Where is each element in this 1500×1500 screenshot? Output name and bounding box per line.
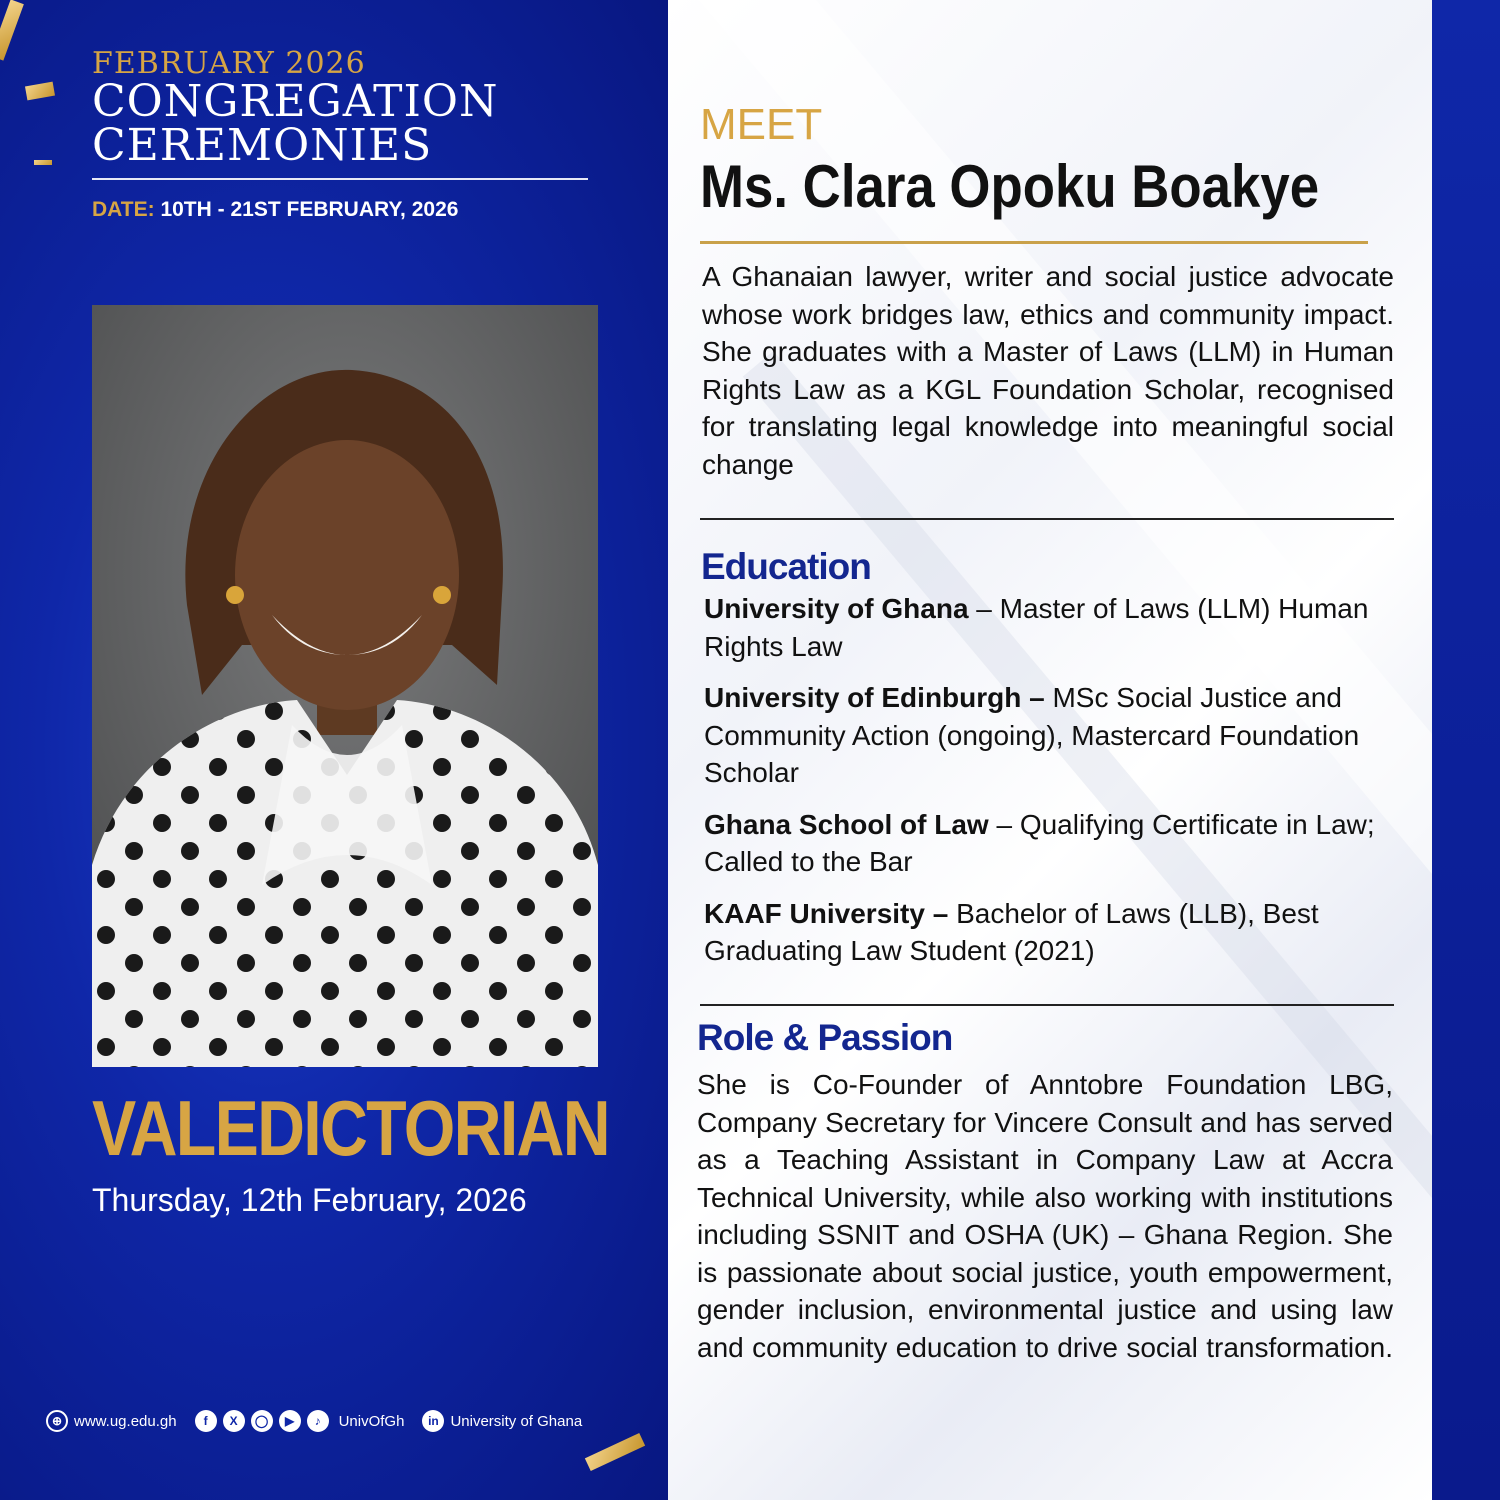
role-passion-title: Role & Passion: [697, 1017, 953, 1058]
education-item: [704, 679, 1394, 792]
education-item: [704, 895, 1394, 970]
award-title: VALEDICTORIAN: [92, 1084, 609, 1172]
education-title: Education: [701, 546, 871, 587]
tiktok-icon[interactable]: ♪: [307, 1410, 329, 1432]
education-item: [704, 806, 1394, 881]
confetti: [25, 82, 55, 101]
header-divider: [92, 178, 588, 180]
section-divider: [700, 518, 1394, 520]
confetti: [585, 1433, 645, 1471]
role-passion-text: She is Co-Founder of Anntobre Foundation LBG, Company Secretary for Vincere Consult and has served as a Teaching Assistant in Company Law at Accra Technical University, while also working with institutions including SSNIT and OSHA (UK) – Ghana Region. She is passionate about social justice, youth empowerment, gender inclusion, environmental justice and using law and community education to drive social transformation.: [697, 1069, 1393, 1363]
education-list: [704, 590, 1394, 984]
graduate-name: Ms. Clara Opoku Boakye: [700, 153, 1320, 220]
event-month: FEBRUARY 2026: [92, 46, 366, 81]
meet-label: MEET: [700, 100, 823, 149]
event-title-line1: CONGREGATION: [92, 76, 499, 127]
event-date-value: 10TH - 21ST FEBRUARY, 2026: [160, 198, 459, 221]
event-title: [92, 76, 499, 171]
name-underline: [700, 241, 1368, 244]
globe-icon: ⊕: [46, 1410, 68, 1432]
instagram-icon[interactable]: ◯: [251, 1410, 273, 1432]
section-divider: [700, 1004, 1394, 1006]
education-detail: – Master of Laws (LLM) Human Rights Law: [704, 593, 1369, 662]
event-date: [92, 198, 458, 222]
left-panel: [0, 0, 668, 1500]
education-institution: Ghana School of Law: [704, 808, 989, 840]
linkedin-name[interactable]: University of Ghana: [450, 1412, 583, 1430]
event-date-label: DATE:: [92, 198, 155, 221]
website-link[interactable]: www.ug.edu.gh: [74, 1412, 177, 1430]
confetti: [0, 0, 24, 61]
education-institution: University of Edinburgh –: [704, 682, 1045, 713]
confetti: [34, 160, 52, 165]
youtube-icon[interactable]: ▶: [279, 1410, 301, 1432]
social-handle[interactable]: UnivOfGh: [338, 1412, 405, 1430]
education-item: [704, 590, 1394, 665]
linkedin-icon[interactable]: in: [422, 1410, 444, 1432]
x-icon[interactable]: X: [223, 1410, 245, 1432]
bio-text: A Ghanaian lawyer, writer and social justice advocate whose work bridges law, ethics and community impact. She graduates with a Master of Laws (LLM) in Human Rights Law as a KGL Foundation Scholar, recognised for translating legal knowledge into meaningful social change: [702, 261, 1394, 480]
education-detail: MSc Social Justice and Community Action (ongoing), Mastercard Foundation Scholar: [704, 682, 1360, 788]
portrait-photo: [92, 305, 598, 1067]
facebook-icon[interactable]: f: [195, 1410, 217, 1432]
education-institution: University of Ghana: [704, 593, 969, 624]
event-title-line2: CEREMONIES: [92, 120, 433, 171]
edge-strip: [1432, 0, 1500, 1500]
education-detail: Bachelor of Laws (LLB), Best Graduating Law Student (2021): [704, 897, 1319, 966]
footer-contacts: [46, 1410, 582, 1432]
education-detail: – Qualifying Certificate in Law; Called to the Bar: [704, 808, 1375, 877]
ceremony-date: Thursday, 12th February, 2026: [92, 1182, 527, 1218]
portrait-illustration: [92, 305, 598, 1067]
education-institution: KAAF University –: [704, 897, 949, 929]
